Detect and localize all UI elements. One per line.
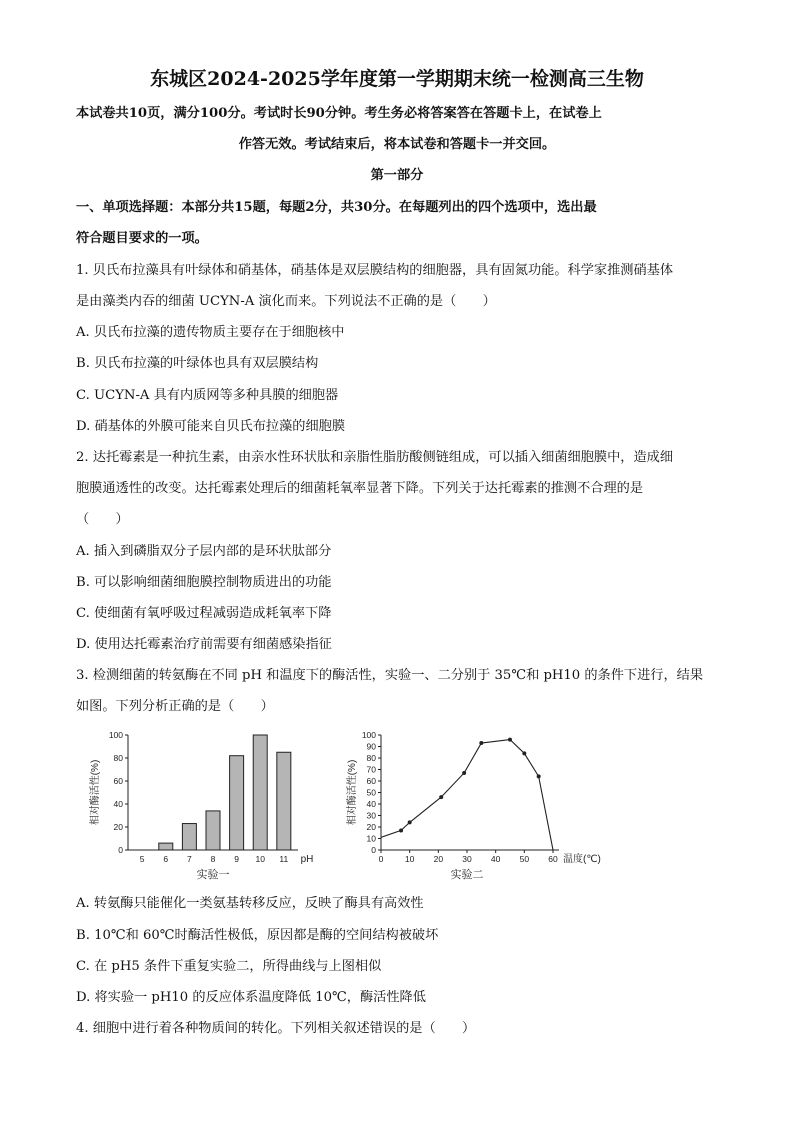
y-tick-label: 100 — [361, 730, 376, 740]
q3-option-b: B. 10℃和 60℃时酶活性极低，原因都是酶的空间结构被破坏 — [76, 928, 439, 943]
section-heading-line-1: 一、单项选择题：本部分共15题，每题2分，共30分。在每题列出的四个选项中，选出最 — [76, 200, 597, 215]
bar — [230, 756, 244, 850]
y-tick-label: 0 — [118, 845, 123, 855]
q1-option-b: B. 贝氏布拉藻的叶绿体也具有双层膜结构 — [76, 356, 319, 371]
y-axis-label: 相对酶活性(%) — [90, 759, 101, 826]
bar — [206, 811, 220, 850]
q3-stem-line-2: 如图。下列分析正确的是（ ） — [76, 699, 274, 714]
x-tick-label: 6 — [163, 854, 169, 864]
q2-stem-line-2: 胞膜通透性的改变。达托霉素处理后的细菌耗氧率显著下降。下列关于达托霉素的推测不合理的是 — [76, 481, 644, 496]
q1-option-a: A. 贝氏布拉藻的遗传物质主要存在于细胞核中 — [76, 325, 345, 340]
x-tick-label: 9 — [234, 854, 239, 864]
y-tick-label: 90 — [366, 741, 376, 752]
y-tick-label: 0 — [371, 845, 376, 855]
x-tick-label: 5 — [139, 854, 145, 864]
series-line — [381, 740, 553, 850]
x-tick-label: 8 — [210, 854, 216, 864]
bar — [253, 735, 267, 850]
y-axis-label: 相对酶活性(%) — [347, 759, 358, 826]
section-heading-line-2: 符合题目要求的一项。 — [76, 231, 208, 246]
data-point — [508, 738, 512, 742]
x-tick-label: 0 — [378, 854, 384, 864]
q2-option-a: A. 插入到磷脂双分子层内部的是环状肽部分 — [76, 544, 332, 559]
x-tick-label: 11 — [279, 854, 289, 864]
x-tick-label: 10 — [404, 854, 415, 864]
q1-stem-line-1: 1. 贝氏布拉藻具有叶绿体和硝基体，硝基体是双层膜结构的细胞器，具有固氮功能。科学家推测硝基体 — [76, 263, 674, 278]
data-point — [462, 771, 466, 775]
q1-option-c: C. UCYN-A 具有内质网等多种具膜的细胞器 — [76, 388, 339, 403]
y-tick-label: 20 — [113, 822, 123, 832]
page-title: 东城区2024-2025学年度第一学期期末统一检测高三生物 — [150, 68, 644, 90]
y-tick-label: 60 — [113, 776, 123, 786]
data-point — [439, 795, 443, 799]
y-tick-label: 70 — [366, 764, 376, 775]
chart-experiment-1 — [88, 730, 313, 881]
q3-option-d: D. 将实验一 pH10 的反应体系温度降低 10℃，酶活性降低 — [76, 990, 426, 1005]
data-point — [399, 828, 403, 832]
y-tick-label: 80 — [113, 753, 123, 763]
x-axis-label: pH — [300, 854, 314, 865]
q2-stem-line-1: 2. 达托霉素是一种抗生素，由亲水性环状肽和亲脂性脂肪酸侧链组成，可以插入细菌细胞膜中，造成细 — [76, 450, 674, 465]
q1-option-d: D. 硝基体的外膜可能来自贝氏布拉藻的细胞膜 — [76, 419, 346, 434]
instructions-line-2: 作答无效。考试结束后，将本试卷和答题卡一并交回。 — [238, 137, 556, 152]
x-tick-label: 30 — [462, 854, 472, 864]
y-tick-label: 40 — [366, 799, 376, 809]
chart-experiment-2 — [345, 730, 601, 881]
q3-charts — [76, 722, 636, 887]
bar — [182, 824, 196, 850]
q1-stem-line-2: 是由藻类内吞的细菌 UCYN-A 演化而来。下列说法不正确的是（ ） — [76, 294, 496, 309]
q3-stem-line-1: 3. 检测细菌的转氨酶在不同 pH 和温度下的酶活性，实验一、二分别于 35℃和 pH10 的条件下进行，结果 — [76, 668, 704, 683]
x-axis-label: 温度(℃) — [563, 854, 601, 865]
y-tick-label: 20 — [366, 822, 376, 832]
data-point — [408, 820, 412, 824]
x-tick-label: 40 — [490, 854, 501, 864]
part-heading: 第一部分 — [370, 168, 424, 183]
x-tick-label: 7 — [187, 854, 192, 864]
x-tick-label: 20 — [433, 854, 444, 864]
y-tick-label: 100 — [108, 730, 123, 740]
chart-caption: 实验二 — [450, 869, 484, 881]
y-tick-label: 30 — [366, 810, 376, 821]
instructions-line-1: 本试卷共10页，满分100分。考试时长90分钟。考生务必将答案答在答题卡上，在试卷上 — [76, 106, 602, 121]
bar — [277, 752, 291, 850]
data-point — [522, 751, 526, 755]
chart-caption: 实验一 — [196, 869, 230, 881]
q4-stem-line-1: 4. 细胞中进行着各种物质间的转化。下列相关叙述错误的是（ ） — [76, 1021, 476, 1036]
y-tick-label: 50 — [366, 787, 376, 798]
q3-option-a: A. 转氨酶只能催化一类氨基转移反应，反映了酶具有高效性 — [76, 896, 424, 911]
y-tick-label: 10 — [366, 833, 376, 844]
y-tick-label: 80 — [366, 753, 376, 763]
q3-figure — [76, 722, 636, 891]
q2-stem-line-3: （ ） — [76, 512, 129, 527]
x-tick-label: 10 — [255, 854, 265, 864]
q2-option-b: B. 可以影响细菌细胞膜控制物质进出的功能 — [76, 575, 332, 590]
y-tick-label: 40 — [113, 799, 123, 809]
bar — [159, 843, 173, 850]
q3-option-c: C. 在 pH5 条件下重复实验二，所得曲线与上图相似 — [76, 959, 382, 974]
data-point — [479, 741, 483, 745]
q2-option-d: D. 使用达托霉素治疗前需要有细菌感染指征 — [76, 637, 332, 652]
x-tick-label: 50 — [519, 854, 530, 864]
q2-option-c: C. 使细菌有氧呼吸过程减弱造成耗氧率下降 — [76, 606, 332, 621]
data-point — [537, 774, 541, 778]
y-tick-label: 60 — [366, 776, 376, 786]
x-tick-label: 60 — [548, 854, 558, 864]
